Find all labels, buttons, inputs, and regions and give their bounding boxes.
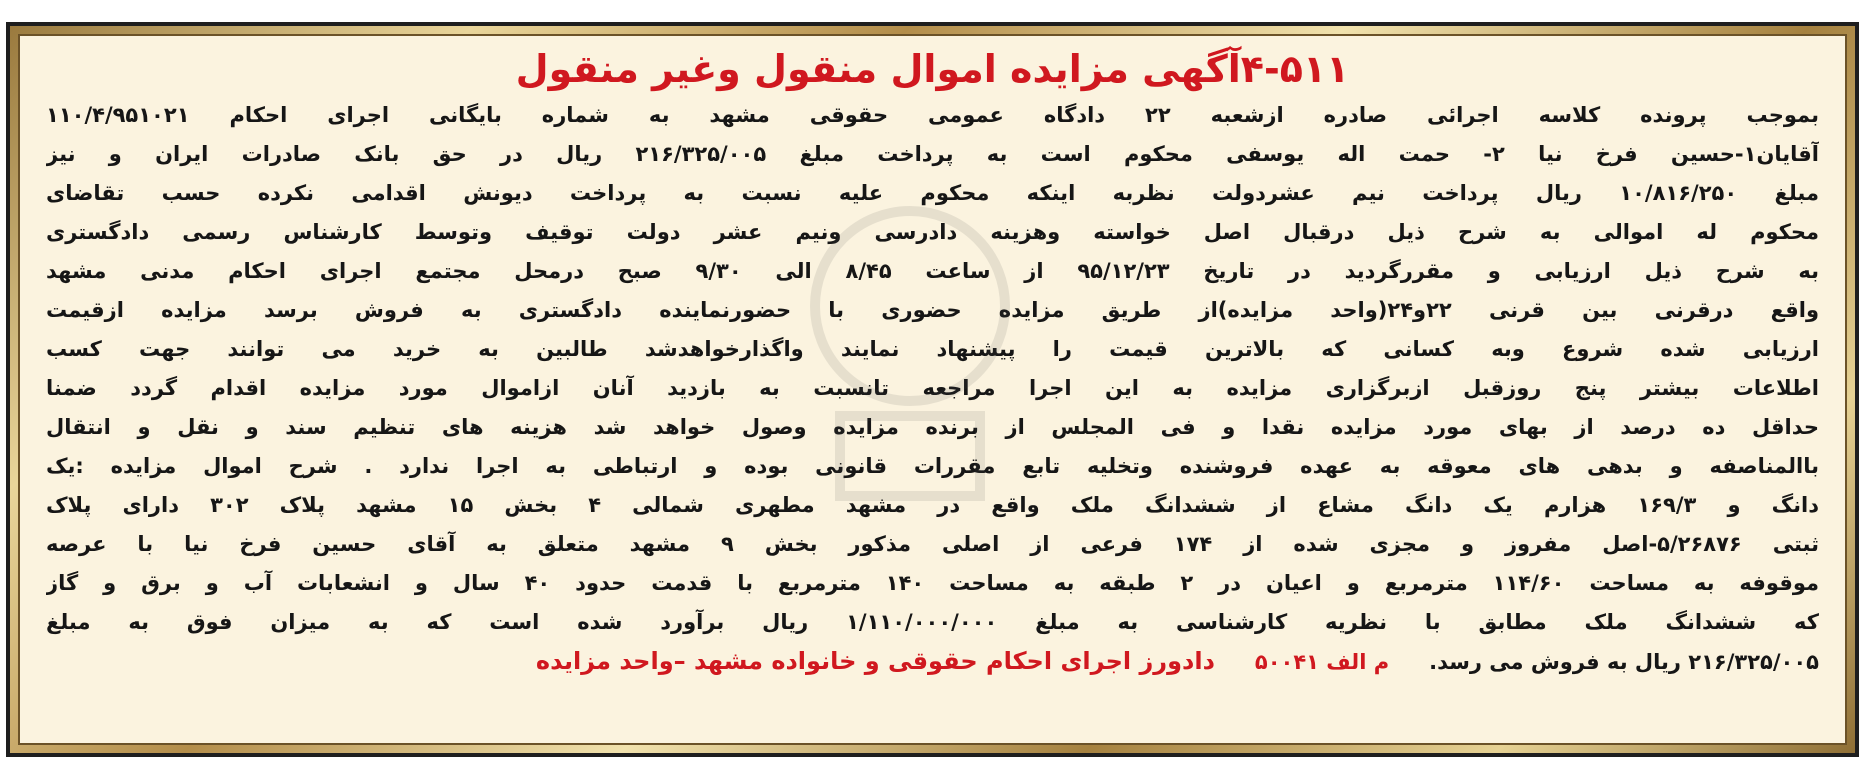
notice-line: ثبتی ۵/۲۶۸۷۶-اصل مفروز و مجزی شده از ۱۷۴ فرعی از اصلی مذکور بخش ۹ مشهد متعلق به آقای حسین فرخ نیا با عرصه <box>46 532 1819 556</box>
notice-frame <box>6 22 1859 757</box>
notice-body <box>46 96 1819 682</box>
notice-line: واقع درقرنی بین قرنی ۲۲و۲۴(واحد مزایده)از طریق مزایده حضوری با حضورنماینده دادگستری به فروش برسد مزایده ازقیمت <box>46 298 1819 322</box>
notice-code: م الف ۵۰۰۴۱ <box>1254 650 1390 674</box>
notice-line: ارزیابی شده شروع وبه کسانی که بالاترین قیمت را پیشنهاد نمایند واگذارخواهدشد طالبین به خرید می توانند جهت کسب <box>46 337 1819 361</box>
notice-footer <box>46 642 1819 682</box>
notice-line: دانگ و ۱۶۹/۳ هزارم یک دانگ مشاع از ششدانگ ملک واقع در مشهد مطهری شمالی ۴ بخش ۱۵ مشهد پلاک ۳۰۲ دارای پلاک <box>46 493 1819 517</box>
notice-line: اطلاعات بیشتر پنج روزقبل ازبرگزاری مزایده به این اجرا مراجعه تانسبت به بازدید آنان ازاموال مورد مزایده اقدام گردد ضمنا <box>46 376 1819 400</box>
notice-line: به شرح ذیل ارزیابی و مقررگردید در تاریخ ۹۵/۱۲/۲۳ از ساعت ۸/۴۵ الی ۹/۳۰ صبح درمحل مجتمع اجرای احکام مدنی مشهد <box>46 259 1819 283</box>
notice-line: محکوم له اموالی به شرح ذیل درقبال اصل خواسته وهزینه دادرسی ونیم عشر دولت توقیف وتوسط کارشناس رسمی دادگستری <box>46 220 1819 244</box>
notice-line: بموجب پرونده کلاسه اجرائی صادره ازشعبه ۲۲ دادگاه عمومی حقوقی مشهد به شماره بایگانی اجرای احکام ۱۱۰/۴/۹۵۱۰۲۱ <box>46 103 1819 127</box>
notice-line: باالمناصفه و بدهی های معوقه به عهده فروشنده وتخلیه تابع مقررات قانونی بوده و ارتباطی به اجرا ندارد . شرح اموال مزایده :یک <box>46 454 1819 478</box>
notice-line: مبلغ ۱۰/۸۱۶/۲۵۰ ریال پرداخت نیم عشردولت نظربه اینکه محکوم علیه نسبت به پرداخت دیونش اقدامی نکرده حسب تقاضای <box>46 181 1819 205</box>
notice-line: موقوفه به مساحت ۱۱۴/۶۰ مترمربع و اعیان در ۲ طبقه به مساحت ۱۴۰ مترمربع با قدمت حدود ۴۰ سال و انشعابات آب و برق و گاز <box>46 571 1819 595</box>
notice-panel <box>18 34 1847 745</box>
notice-line: حداقل ده درصد از بهای مورد مزایده نقدا و فی المجلس از برنده مزایده وصول خواهد شد هزینه های تنظیم سند و نقل و انتقال <box>46 415 1819 439</box>
notice-final-line: ۲۱۶/۳۲۵/۰۰۵ ریال به فروش می رسد. <box>1429 650 1819 674</box>
notice-title: ۴-۵۱۱آگهی مزایده اموال منقول وغیر منقول <box>515 47 1350 91</box>
notice-line: آقایان۱-حسین فرخ نیا ۲- حمت اله یوسفی محکوم است به پرداخت مبلغ ۲۱۶/۳۲۵/۰۰۵ ریال در حق بانک صادرات ایران و نیز <box>46 142 1819 166</box>
notice-signer: دادورز اجرای احکام حقوقی و خانواده مشهد –واحد مزایده <box>535 647 1215 675</box>
notice-line: که ششدانگ ملک مطابق با نظریه کارشناسی به مبلغ ۱/۱۱۰/۰۰۰/۰۰۰ ریال برآورد شده است که به میزان فوق به مبلغ <box>46 610 1819 634</box>
